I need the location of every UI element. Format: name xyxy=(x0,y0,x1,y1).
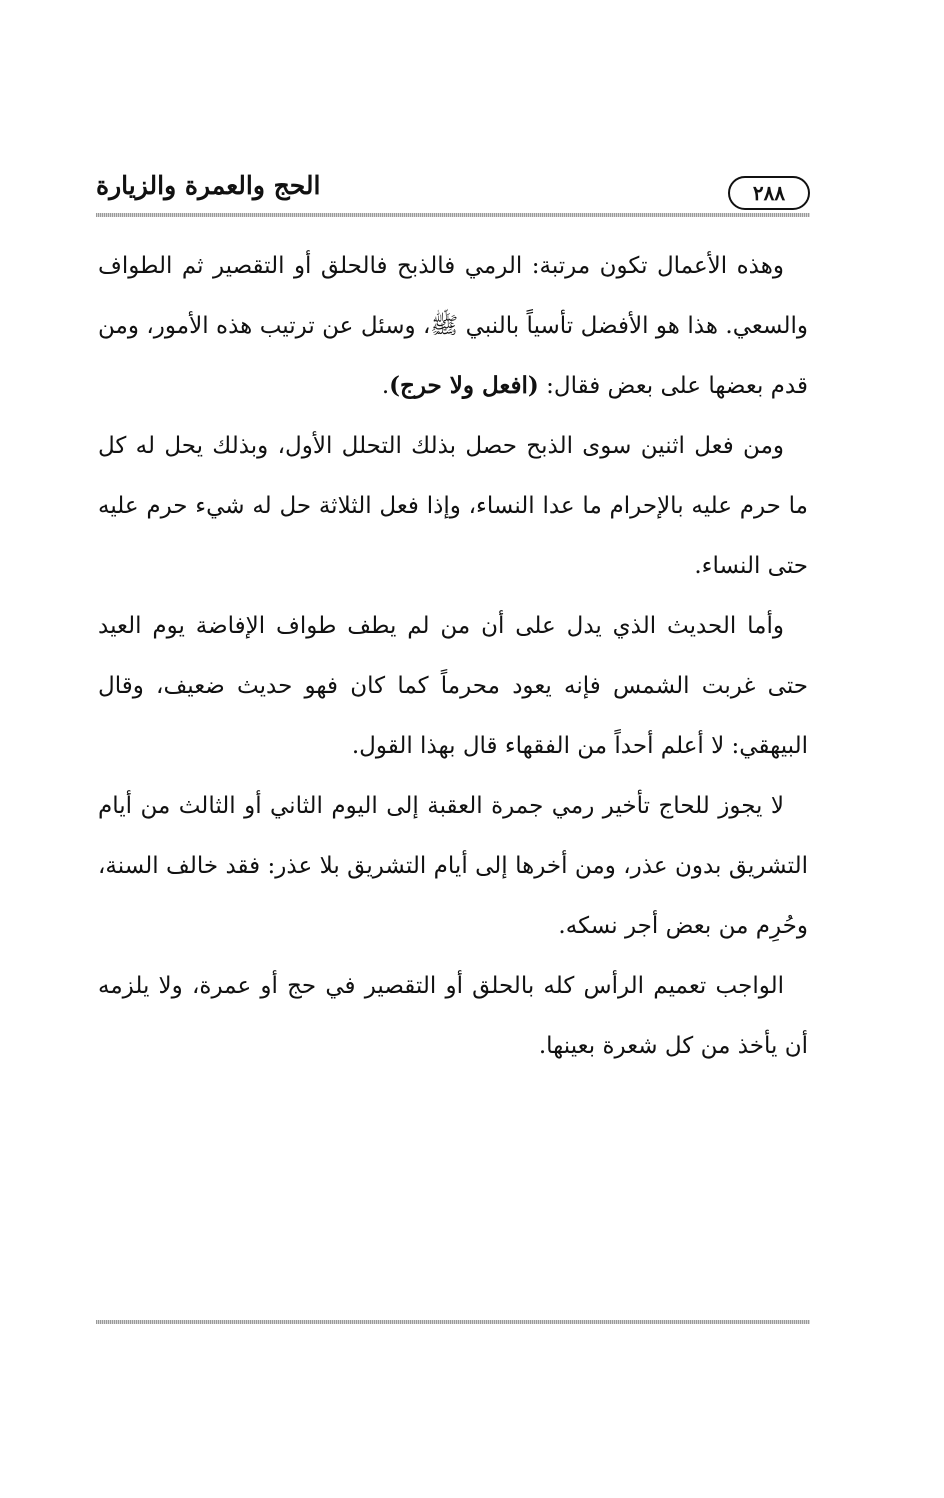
hadith-quote: (افعل ولا حرج) xyxy=(389,372,539,399)
paragraph-3: وأما الحديث الذي يدل على أن من لم يطف طواف الإفاضة يوم العيد حتى غربت الشمس فإنه يعود محرماً كما كان فهو حديث ضعيف، وقال البيهقي: لا أعلم أحداً من الفقهاء قال بهذا القول. xyxy=(98,613,808,759)
paragraph-1-text: وهذه الأعمال تكون مرتبة: الرمي فالذبح فالحلق أو التقصير ثم الطواف والسعي. هذا هو الأفضل تأسياً بالنبي ﷺ، وسئل عن ترتيب هذه الأمور، ومن قدم بعضها على بعض فقال: xyxy=(98,253,808,399)
paragraph-2: ومن فعل اثنين سوى الذبح حصل بذلك التحلل الأول، وبذلك يحل له كل ما حرم عليه بالإحرام ما عدا النساء، وإذا فعل الثلاثة حل له شيء حرم عليه حتى النساء. xyxy=(98,433,808,579)
paragraph-1 xyxy=(98,236,808,416)
header-divider xyxy=(96,213,810,217)
body-text xyxy=(98,236,808,1076)
page-number: ٢٨٨ xyxy=(728,176,810,210)
running-title: الحج والعمرة والزيارة xyxy=(96,171,321,200)
page-header xyxy=(96,162,810,214)
paragraph-4: لا يجوز للحاج تأخير رمي جمرة العقبة إلى اليوم الثاني أو الثالث من أيام التشريق بدون عذر، ومن أخرها إلى أيام التشريق بلا عذر: فقد خالف السنة، وحُرِم من بعض أجر نسكه. xyxy=(98,793,808,939)
footer-divider xyxy=(96,1320,810,1324)
paragraph-5: الواجب تعميم الرأس كله بالحلق أو التقصير في حج أو عمرة، ولا يلزمه أن يأخذ من كل شعرة بعينها. xyxy=(98,973,808,1059)
paragraph-1-end: . xyxy=(381,373,390,399)
